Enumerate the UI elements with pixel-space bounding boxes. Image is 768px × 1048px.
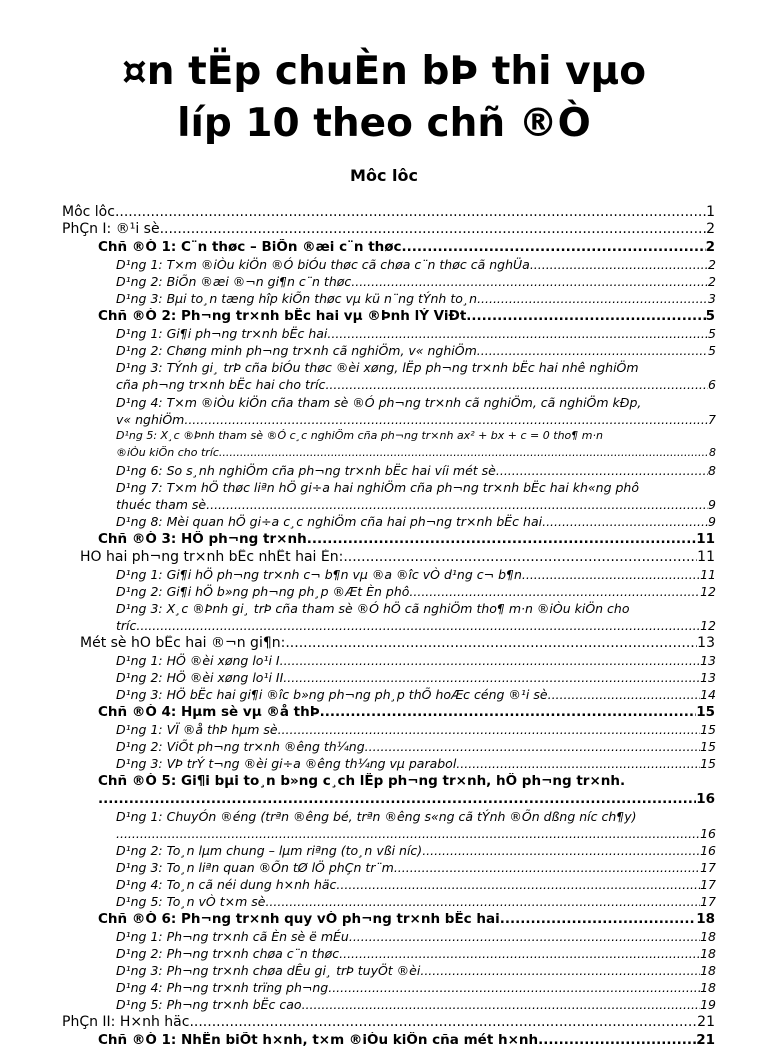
toc-entry[interactable]: D¹ng 3: VÞ trÝ t¬ng ®èi gi÷a ®êng th¼ng vµ parabol ..... 15 bbox=[116, 756, 716, 771]
title-line-2: líp 10 theo chñ ®Ò bbox=[177, 101, 591, 146]
toc-entry-line1: D¹ng 3: X¸c ®Þnh gi¸ trÞ cña tham sè ®Ó hÖ cã nghiÖm tho¶ m·n ®iÒu kiÖn cho bbox=[116, 601, 630, 616]
toc-entry[interactable]: Môc lôc ..... 1 bbox=[62, 204, 715, 220]
toc-entry-line1: D¹ng 7: T×m hÖ thøc liªn hÖ gi÷a hai nghiÖm cña ph¬ng tr×nh bËc hai kh«ng phô bbox=[116, 480, 640, 495]
toc-entry[interactable]: Chñ ®Ò 2: Ph¬ng tr×nh bËc hai vµ ®Þnh lÝ ViÐt ..... 5 bbox=[98, 308, 715, 324]
toc-entry[interactable]: D¹ng 4: To¸n cã néi dung h×nh häc ..... 17 bbox=[116, 877, 716, 892]
toc-entry[interactable]: thuéc tham sè ..... 9 bbox=[116, 497, 716, 512]
toc-entry[interactable]: ..... 16 bbox=[116, 826, 716, 841]
toc-entry[interactable]: ..... 16 bbox=[98, 791, 715, 807]
toc-entry[interactable]: D¹ng 5: To¸n vÒ t×m sè ..... 17 bbox=[116, 894, 716, 909]
toc-entry[interactable]: D¹ng 2: ViÕt ph¬ng tr×nh ®êng th¼ng ..... 15 bbox=[116, 739, 716, 754]
toc-entry[interactable]: v« nghiÖm ..... 7 bbox=[116, 412, 716, 427]
toc-entry-line1: D¹ng 1: ChuyÓn ®éng (trªn ®êng bé, trªn ®êng s«ng cã tÝnh ®Õn dßng níc ch¶y) bbox=[116, 809, 637, 824]
document-title bbox=[0, 46, 768, 150]
toc-entry[interactable]: D¹ng 1: T×m ®iÒu kiÖn ®Ó biÓu thøc cã chøa c¨n thøc cã nghÜa ..... 2 bbox=[116, 257, 716, 272]
title-line-1: ¤n tËp chuÈn bÞ thi vµo bbox=[121, 49, 647, 94]
toc-entry[interactable]: D¹ng 8: Mèi quan hÖ gi÷a c¸c nghiÖm cña hai ph¬ng tr×nh bËc hai ..... 9 bbox=[116, 514, 716, 529]
toc-entry[interactable]: D¹ng 2: To¸n lµm chung – lµm riªng (to¸n vßi níc) ..... 16 bbox=[116, 843, 716, 858]
toc-entry[interactable]: Chñ ®Ò 6: Ph¬ng tr×nh quy vÒ ph¬ng tr×nh bËc hai ..... 18 bbox=[98, 911, 715, 927]
toc-entry[interactable]: D¹ng 1: VÏ ®å thÞ hµm sè ..... 15 bbox=[116, 722, 716, 737]
toc-entry[interactable]: D¹ng 3: To¸n liªn quan ®Õn tØ lÖ phÇn tr¨m ..... 17 bbox=[116, 860, 716, 875]
toc-entry[interactable]: tríc ..... 12 bbox=[116, 618, 716, 633]
toc-entry[interactable]: cña ph¬ng tr×nh bËc hai cho tríc ..... 6 bbox=[116, 377, 716, 392]
toc-entry-line1: D¹ng 4: T×m ®iÒu kiÖn cña tham sè ®Ó ph¬ng tr×nh cã nghiÖm, cã nghiÖm kÐp, bbox=[116, 395, 642, 410]
toc-entry[interactable]: Mét sè hÖ bËc hai ®¬n gi¶n: ..... 13 bbox=[80, 635, 715, 651]
toc-entry[interactable]: D¹ng 3: Bµi to¸n tæng hîp kiÕn thøc vµ kü n¨ng tÝnh to¸n ..... 3 bbox=[116, 291, 716, 306]
toc-heading: Môc lôc bbox=[350, 166, 418, 185]
toc-entry[interactable]: Chñ ®Ò 4: Hµm sè vµ ®å thÞ ..... 15 bbox=[98, 704, 715, 720]
toc-entry[interactable]: D¹ng 6: So s¸nh nghiÖm cña ph¬ng tr×nh bËc hai víi mét sè ..... 8 bbox=[116, 463, 716, 478]
toc-entry[interactable]: D¹ng 1: Gi¶i ph¬ng tr×nh bËc hai ..... 5 bbox=[116, 326, 716, 341]
toc-entry[interactable]: D¹ng 2: BiÕn ®æi ®¬n gi¶n c¨n thøc ..... 2 bbox=[116, 274, 716, 289]
toc-entry[interactable]: Chñ ®Ò 1: NhËn biÕt h×nh, t×m ®iÒu kiÖn cña mét h×nh ..... 21 bbox=[98, 1032, 715, 1048]
toc-entry[interactable]: PhÇn I: ®¹i sè ..... 2 bbox=[62, 221, 715, 237]
toc-entry[interactable]: D¹ng 1: Ph¬ng tr×nh cã Èn sè ë mÉu ..... 18 bbox=[116, 929, 716, 944]
toc-entry[interactable]: Chñ ®Ò 1: C¨n thøc – BiÕn ®æi c¨n thøc ..... 2 bbox=[98, 239, 715, 255]
toc-entry[interactable]: Chñ ®Ò 3: HÖ ph¬ng tr×nh ..... 11 bbox=[98, 531, 715, 547]
toc-entry-line1: D¹ng 5: X¸c ®Þnh tham sè ®Ó c¸c nghiÖm cña ph¬ng tr×nh ax² + bx + c = 0 tho¶ m·n bbox=[116, 429, 603, 442]
toc-entry-line1: D¹ng 3: TÝnh gi¸ trÞ cña biÓu thøc ®èi xøng, lËp ph¬ng tr×nh bËc hai nhê nghiÖm bbox=[116, 360, 639, 375]
toc-entry[interactable]: D¹ng 2: Chøng minh ph¬ng tr×nh cã nghiÖm, v« nghiÖm ..... 5 bbox=[116, 343, 716, 358]
toc-entry[interactable]: D¹ng 2: Gi¶i hÖ b»ng ph¬ng ph¸p ®Æt Èn phô ..... 12 bbox=[116, 584, 716, 599]
toc-entry[interactable]: D¹ng 3: Ph¬ng tr×nh chøa dÊu gi¸ trÞ tuyÖt ®èi ..... 18 bbox=[116, 963, 716, 978]
toc-entry[interactable]: D¹ng 1: HÖ ®èi xøng lo¹i I ..... 13 bbox=[116, 653, 716, 668]
toc-entry[interactable]: D¹ng 5: Ph¬ng tr×nh bËc cao ..... 19 bbox=[116, 997, 716, 1012]
toc-entry[interactable]: PhÇn II: H×nh häc ..... 21 bbox=[62, 1014, 715, 1030]
toc-entry-line1: Chñ ®Ò 5: Gi¶i bµi to¸n b»ng c¸ch lËp ph¬ng tr×nh, hÖ ph¬ng tr×nh. bbox=[98, 773, 626, 789]
toc-entry[interactable]: D¹ng 3: HÖ bËc hai gi¶i ®îc b»ng ph¬ng ph¸p thÕ hoÆc céng ®¹i sè ..... 14 bbox=[116, 687, 716, 702]
toc-entry[interactable]: HÖ hai ph¬ng tr×nh bËc nhÊt hai Èn: ..... 11 bbox=[80, 549, 715, 565]
toc-entry[interactable]: D¹ng 2: HÖ ®èi xøng lo¹i II ..... 13 bbox=[116, 670, 716, 685]
toc-entry[interactable]: D¹ng 1: Gi¶i hÖ ph¬ng tr×nh c¬ b¶n vµ ®a ®îc vÒ d¹ng c¬ b¶n ..... 11 bbox=[116, 567, 716, 582]
toc-entry[interactable]: D¹ng 4: Ph¬ng tr×nh trïng ph¬ng ..... 18 bbox=[116, 980, 716, 995]
toc-entry[interactable]: D¹ng 2: Ph¬ng tr×nh chøa c¨n thøc ..... 18 bbox=[116, 946, 716, 961]
toc-entry[interactable]: ®iÒu kiÖn cho tríc ..... 8 bbox=[116, 446, 716, 459]
